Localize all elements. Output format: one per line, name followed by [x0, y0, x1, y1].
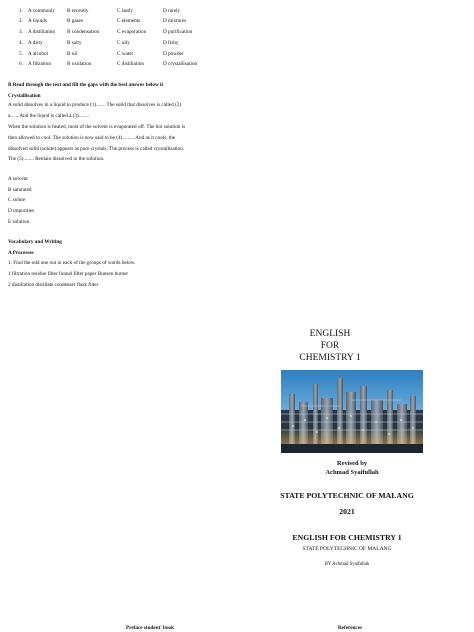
- option-a: A alcohol: [28, 51, 49, 57]
- option-number: 5.: [19, 51, 23, 57]
- option-c: C evaporation: [117, 29, 147, 35]
- cover-institution: STATE POLYTECHNIC OF MALANG: [280, 491, 414, 500]
- option-d: D powder: [163, 51, 184, 57]
- vocab-heading: Vocabulary and Writing: [8, 239, 62, 245]
- option-b: B salty: [67, 40, 82, 46]
- passage-line: a.......And the liquid is called a (3)........: [8, 113, 90, 119]
- option-b: B oil: [67, 51, 78, 57]
- cover-title-line: FOR: [320, 341, 340, 351]
- vocab-subheading: A Processes: [8, 250, 34, 256]
- answer-option: E solution: [8, 219, 30, 225]
- passage-line: then allowed to cool. The solution is now said to be (4)..........And as it cools, the: [8, 135, 176, 141]
- option-c: C lastly: [117, 8, 133, 14]
- passage-line: dissolved solid (solute) appears as pure crystals. The process is called crystallisation.: [8, 146, 185, 152]
- spine-institution: STATE POLYTECHNIC OF MALANG: [302, 546, 392, 552]
- passage-line: When the solution is heated, most of the solvent is evaporated off. The hot solution is: [8, 124, 186, 130]
- option-number: 1.: [19, 8, 23, 14]
- footer-right: References: [337, 625, 363, 631]
- cover-title-line: CHEMISTRY 1: [299, 353, 361, 363]
- option-c: C distillation: [117, 61, 144, 67]
- option-c: C elements: [117, 18, 141, 24]
- answer-option: C solute: [8, 197, 26, 203]
- vocab-line: 2 distillation distillate condenser flask filter: [8, 282, 99, 288]
- option-d: D mixtures: [163, 18, 187, 24]
- vocab-line: 1. Find the odd one out in each of the groups of words below.: [8, 260, 136, 266]
- cover-revised-by: Revised by: [336, 460, 368, 467]
- section-b-heading: Crystallisation: [8, 93, 41, 99]
- options-table: [0, 0, 474, 72]
- option-number: 4.: [19, 40, 23, 46]
- option-a: A commonly: [28, 8, 55, 14]
- answer-option: A solvent: [8, 176, 28, 182]
- option-a: A distillation: [28, 29, 55, 35]
- answer-option: B saturated: [8, 187, 32, 193]
- option-a: A liquids: [28, 18, 47, 24]
- cover-year: 2021: [339, 507, 355, 516]
- option-b: B recently: [67, 8, 89, 14]
- option-d: D purification: [163, 29, 193, 35]
- cover-title-line: ENGLISH: [309, 329, 351, 339]
- vocab-line: 1 filtration residue filter funnel filter paper Bunsen burner: [8, 271, 129, 277]
- passage-line: The (5)........ Remain dissolved in the solution.: [8, 156, 105, 162]
- option-d: D crystallisation: [163, 61, 198, 67]
- refinery-image: [281, 370, 423, 453]
- section-b-instruction: B Read through the text and fill the gaps with the best answer below it: [8, 82, 164, 88]
- answer-option: D impurities: [8, 208, 35, 214]
- passage-line: A solid dissolves in a liquid to produce (1)....... The solid that dissolves is called (2): [8, 102, 182, 108]
- option-b: B gases: [67, 18, 83, 24]
- option-a: A filtration: [28, 61, 51, 67]
- spine-author: BY Achmad Syaifullah: [324, 562, 370, 567]
- spine-title: ENGLISH FOR CHEMISTRY 1: [292, 533, 402, 542]
- option-number: 2.: [19, 18, 23, 24]
- option-b: B condensation: [67, 29, 100, 35]
- option-a: A dirty: [28, 40, 43, 46]
- option-d: D rarely: [163, 8, 181, 14]
- cover-author: Achmad Syaifullah: [325, 469, 379, 476]
- option-b: B oxidation: [67, 61, 92, 67]
- option-number: 3.: [19, 29, 23, 35]
- option-c: C oily: [117, 40, 130, 46]
- option-d: D fishy: [163, 40, 179, 46]
- option-number: 6.: [19, 61, 23, 67]
- footer-left: Preface student' book: [125, 625, 175, 631]
- option-c: C water: [117, 51, 134, 57]
